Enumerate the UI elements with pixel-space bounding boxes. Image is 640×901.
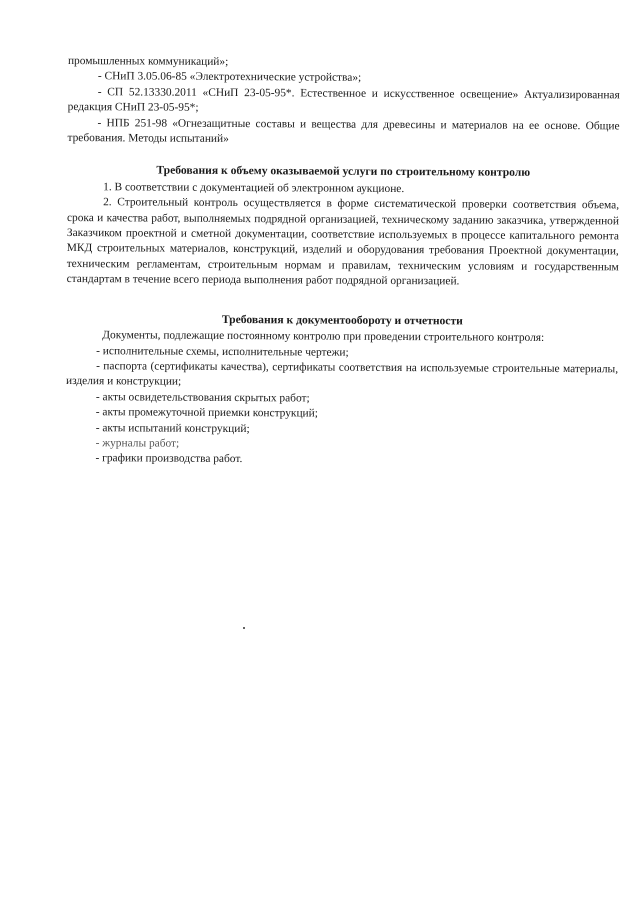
norm-npb-fire: - НПБ 251-98 «Огнезащитные составы и вещества для древесины и материалов на ее основе. Общие требования. Методы испытаний» [67,116,620,146]
docs-list-item: - акты промежуточной приемки конструкций; [95,406,318,420]
docs-list-item: - акты освидетельствования скрытых работ; [95,390,310,405]
section-scope-heading: Требования к объему оказываемой услуги по строительному контролю [156,163,531,180]
document-body [65,54,620,470]
scan-speck [243,627,245,629]
scope-item-2: 2. Строительный контроль осуществляется в форме систематической проверки соответствия объема, срока и качества работ, выполняемых подрядной организацией, техническому заданию заказчика, утвержденной Заказчиком проектной и сметной документации, соответствие используемых в процессе капитального ремонта МКД строительных материалов, конструкций, изделий и оборудования требования Проектной документации, техническим регламентам, строительным нормам и правилам, техническим условиям и государственным стандартам в течение всего периода выполнения работ подрядной организацией. [66,196,620,288]
scope-item-1: 1. В соответствии с документацией об электронном аукционе. [103,181,405,195]
docs-list-item: - графики производства работ. [95,452,243,466]
continued-line: промышленных коммуникаций»; [67,54,229,68]
docs-list-item: - акты испытаний конструкций; [95,421,250,435]
norm-sp-lighting: - СП 52.13330.2011 «СНиП 23-05-95*. Естественное и искусственное освещение» Актуализированная редакция СНиП 23-05-95*; [67,85,620,115]
docs-list-item: - исполнительные схемы, исполнительные чертежи; [96,344,349,359]
docs-list-item: - журналы работ; [95,437,180,450]
docs-intro: Документы, подлежащие постоянному контролю при проведении строительного контроля: [102,329,545,345]
section-docs-heading: Требования к документообороту и отчетности [221,312,463,328]
norm-snip-electrical: - СНиП 3.05.06-85 «Электротехнические устройства»; [97,70,362,85]
docs-list-item: - паспорта (сертификаты качества), сертификаты соответствия на используемые строительные материалы, изделия и конструкции; [65,360,619,389]
